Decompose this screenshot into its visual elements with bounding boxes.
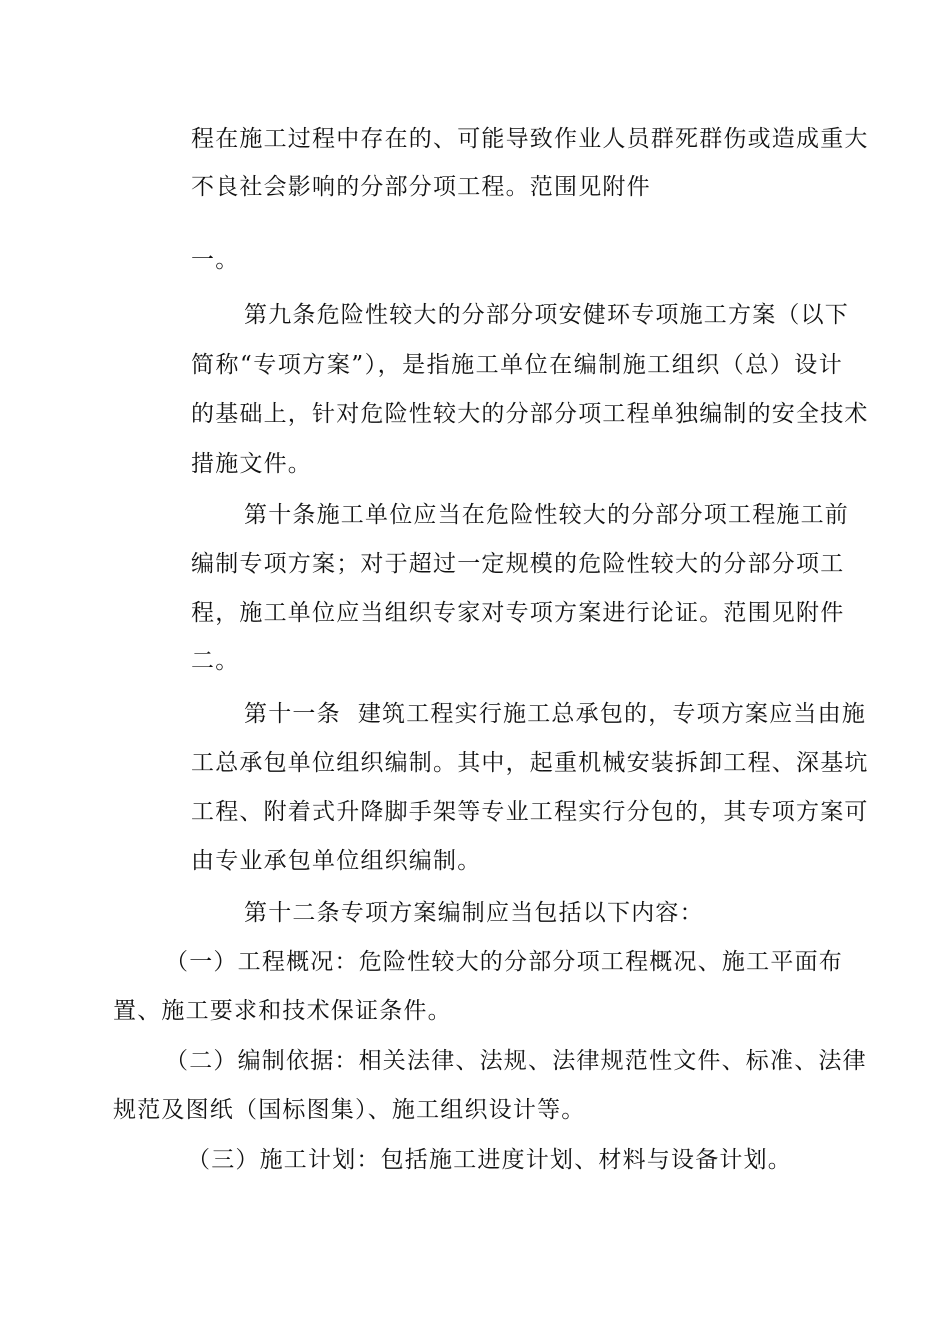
text-line: 规范及图纸（国标图集）、施工组织设计等。 [113,1097,586,1123]
paragraph-first-line: 第十二条专项方案编制应当包括以下内容： [244,900,704,926]
paragraph-first-line: 第九条危险性较大的分部分项安健环专项施工方案（以下 [244,302,849,328]
text-line: 置、施工要求和技术保证条件。 [113,998,452,1024]
text-line: 措施文件。 [191,451,312,477]
paragraph-first-line: 第十一条 建筑工程实行施工总承包的，专项方案应当由施 [244,701,867,727]
paragraph-first-line: 第十条施工单位应当在危险性较大的分部分项工程施工前 [244,502,849,528]
list-item-line: （一）工程概况：危险性较大的分部分项工程概况、施工平面布 [165,949,843,975]
text-line: 二。 [191,648,240,674]
list-item-line: （三）施工计划：包括施工进度计划、材料与设备计划。 [187,1147,792,1173]
text-line: 简称“专项方案”），是指施工单位在编制施工组织（总）设计 [191,352,843,378]
text-line: 不良社会影响的分部分项工程。范围见附件 [191,174,651,200]
text-line: 工程、附着式升降脚手架等专业工程实行分包的，其专项方案可 [191,799,869,825]
list-item-line: （二）编制依据：相关法律、法规、法律规范性文件、标准、法律 [165,1048,867,1074]
text-line: 编制专项方案；对于超过一定规模的危险性较大的分部分项工 [191,551,845,577]
text-line: 程在施工过程中存在的、可能导致作业人员群死群伤或造成重大 [191,126,869,152]
text-line: 工总承包单位组织编制。其中，起重机械安装拆卸工程、深基坑 [191,750,869,776]
text-line: 的基础上，针对危险性较大的分部分项工程单独编制的安全技术 [191,401,869,427]
text-line: 由专业承包单位组织编制。 [191,848,482,874]
text-line: 一。 [191,247,240,273]
text-line: 程，施工单位应当组织专家对专项方案进行论证。范围见附件 [191,600,845,626]
